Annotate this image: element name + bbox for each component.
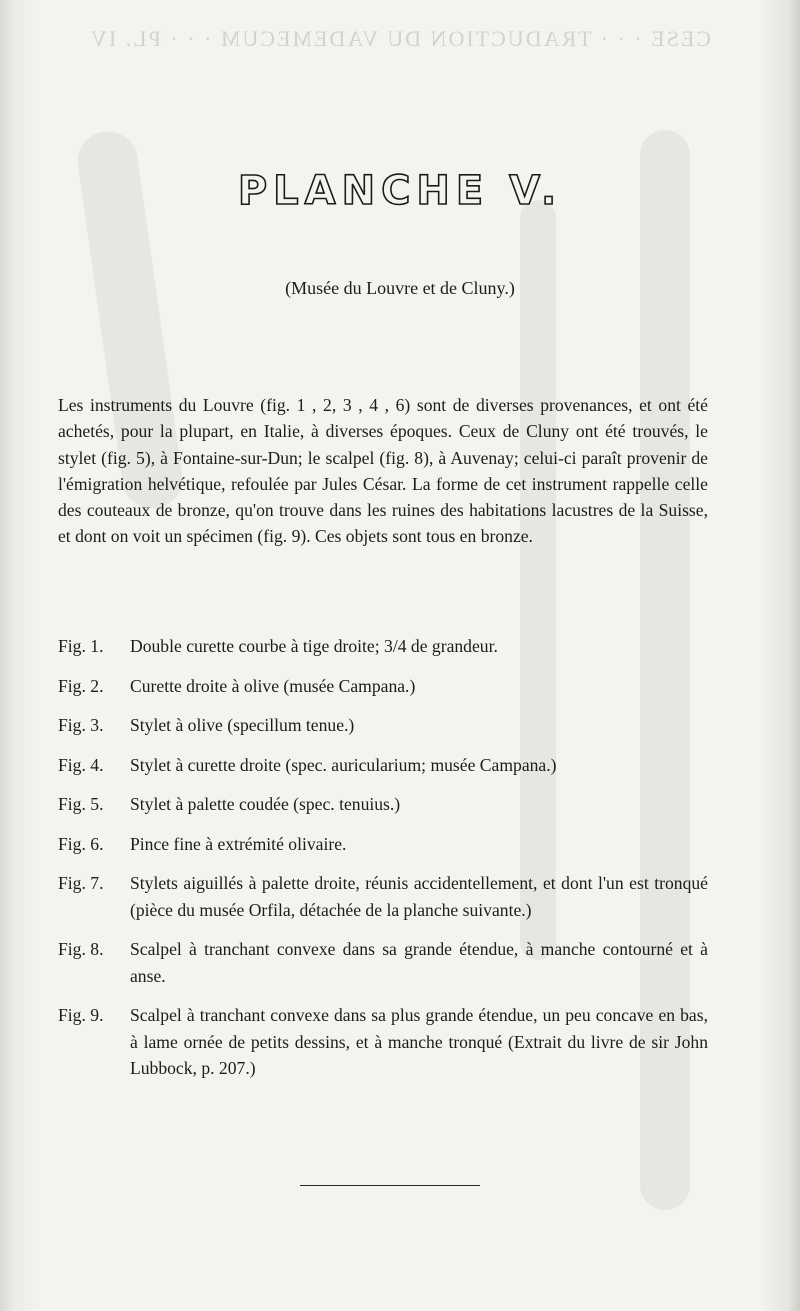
figure-description: Pince fine à extrémité olivaire. [130, 833, 347, 854]
figure-item [58, 791, 708, 818]
figure-item [58, 633, 708, 660]
figure-item [58, 1002, 708, 1082]
figure-list [58, 633, 708, 1095]
bleed-through-header: CESE · · · TRADUCTION DU VADEMECUM · · · PL. IV [89, 26, 711, 51]
figure-number: Fig. 1. [58, 636, 104, 656]
figure-number: Fig. 5. [58, 794, 104, 814]
intro-paragraph: Les instruments du Louvre (fig. 1 , 2, 3 , 4 , 6) sont de diverses provenances, et ont été achetés, pour la plupart, en Italie, à diverses époques. Ceux de Cluny ont été trouvés, le stylet (fig. 5), à Fontaine-sur-Dun; le scalpel (fig. 8), à Auvenay; celui-ci paraît provenir de l'émigration helvétique, refoulée par Jules César. La forme de cet instrument rappelle celle des couteaux de bronze, qu'on trouve dans les ruines des habitations lacustres de la Suisse, et dont on voit un spécimen (fig. 9). Ces objets sont tous en bronze. [58, 395, 708, 547]
figure-number: Fig. 8. [58, 939, 104, 959]
figure-description: Curette droite à olive (musée Campana.) [130, 675, 416, 696]
figure-item [58, 752, 708, 779]
figure-description: Scalpel à tranchant convexe dans sa plus grande étendue, un peu concave en bas, à lame ornée de petits dessins, et à manche tronqué (Extrait du livre de sir John Lubbock, p. 207.) [130, 1005, 708, 1078]
figure-item [58, 673, 708, 700]
figure-description: Double curette courbe à tige droite; 3/4 de grandeur. [130, 636, 498, 656]
figure-description: Stylet à olive (specillum tenue.) [130, 715, 355, 735]
figure-description: Stylet à palette coudée (spec. tenuius.) [130, 794, 401, 814]
figure-number: Fig. 6. [58, 833, 104, 854]
figure-item [58, 831, 708, 858]
figure-description: Stylets aiguillés à palette droite, réunis accidentellement, et dont l'un est tronqué (pièce du musée Orfila, détachée de la planche suivante.) [130, 873, 708, 920]
figure-item [58, 712, 708, 739]
figure-description: Scalpel à tranchant convexe dans sa grande étendue, à manche contourné et à anse. [130, 939, 708, 986]
figure-number: Fig. 4. [58, 754, 104, 775]
figure-number: Fig. 3. [58, 715, 104, 735]
page-subtitle: (Musée du Louvre et de Cluny.) [285, 278, 515, 298]
page-title: PLANCHE V. [237, 168, 563, 214]
closing-divider [300, 1185, 480, 1186]
figure-number: Fig. 2. [58, 675, 104, 696]
figure-item [58, 870, 708, 923]
figure-number: Fig. 9. [58, 1005, 104, 1025]
figure-item [58, 936, 708, 989]
figure-description: Stylet à curette droite (spec. auricularium; musée Campana.) [130, 754, 557, 775]
figure-number: Fig. 7. [58, 873, 104, 893]
